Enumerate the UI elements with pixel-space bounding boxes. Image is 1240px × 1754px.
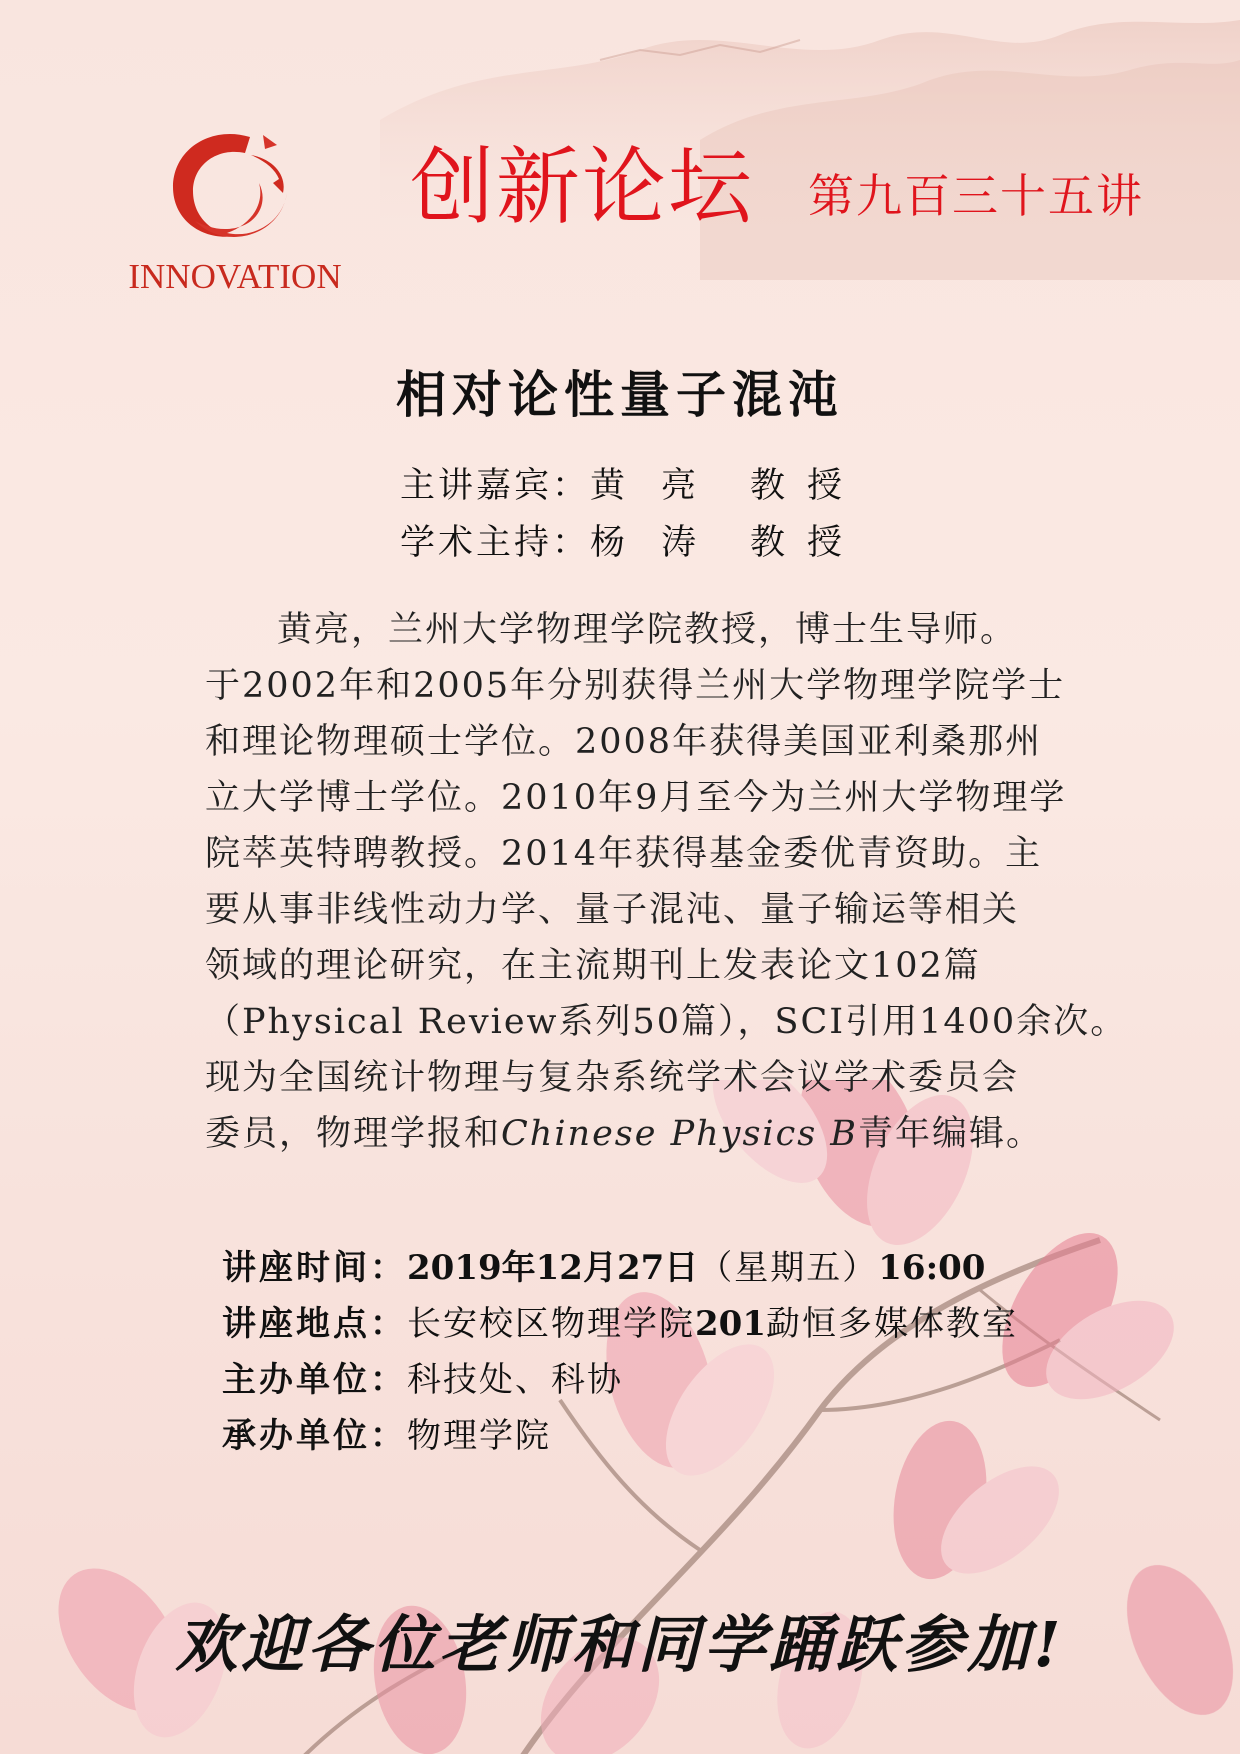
place-label: 讲座地点： xyxy=(222,1304,407,1344)
bio-line: （Physical Review系列50篇），SCI引用1400余次。 xyxy=(205,1002,1128,1042)
bio-line: 于2002年和2005年分别获得兰州大学物理学院学士 xyxy=(205,666,1066,706)
bio-line: 立大学博士学位。2010年9月至今为兰州大学物理学 xyxy=(205,778,1067,818)
lecture-time-row xyxy=(222,1240,1018,1296)
organizer-label: 承办单位： xyxy=(222,1416,407,1456)
time-weekday: （星期五） xyxy=(698,1248,879,1288)
speaker-title: 教授 xyxy=(750,466,865,506)
time-clock: 16:00 xyxy=(878,1248,986,1288)
bio-line: 要从事非线性动力学、量子混沌、量子输运等相关 xyxy=(205,890,1020,930)
host-name: 杨涛 xyxy=(590,523,733,563)
organizer-value: 物理学院 xyxy=(407,1416,551,1456)
time-date: 2019年12月27日 xyxy=(407,1248,699,1288)
journal-name: Chinese Physics B xyxy=(501,1114,859,1154)
place-hall: 勐恒多媒体教室 xyxy=(765,1304,1018,1344)
speaker-name: 黄亮 xyxy=(590,466,733,506)
place-room: 201 xyxy=(695,1304,766,1344)
place-building: 长安校区物理学院 xyxy=(407,1304,695,1344)
talk-title: 相对论性量子混沌 xyxy=(396,365,844,424)
speaker-row xyxy=(400,458,864,515)
host-title: 教授 xyxy=(750,523,865,563)
host-unit-row xyxy=(222,1352,1018,1408)
host-row xyxy=(400,515,864,572)
forum-title: 创新论坛 xyxy=(410,138,755,236)
welcome-message: 欢迎各位老师和同学踊跃参加! xyxy=(175,1608,1065,1681)
lecture-info xyxy=(222,1240,1018,1464)
innovation-logo xyxy=(120,125,350,300)
bio-line: 院萃英特聘教授。2014年获得基金委优青资助。主 xyxy=(205,834,1043,874)
bio-text: 委员，物理学报和 xyxy=(205,1114,502,1154)
speaker-biography xyxy=(205,602,1128,1162)
host-unit-label: 主办单位： xyxy=(222,1360,407,1400)
logo-text: INNOVATION xyxy=(128,257,342,296)
organizer-row xyxy=(222,1408,1018,1464)
bio-line-last xyxy=(205,1106,1045,1162)
host-label: 学术主持： xyxy=(400,523,591,563)
time-label: 讲座时间： xyxy=(222,1248,407,1288)
bio-line: 黄亮，兰州大学物理学院教授，博士生导师。 xyxy=(277,610,1018,650)
lecture-number: 第九百三十五讲 xyxy=(808,169,1144,223)
bio-line: 领域的理论研究，在主流期刊上发表论文102篇 xyxy=(205,946,981,986)
swirl-logo-icon xyxy=(155,125,305,255)
lecture-place-row xyxy=(222,1296,1018,1352)
speaker-label: 主讲嘉宾： xyxy=(400,466,591,506)
host-unit-value: 科技处、科协 xyxy=(407,1360,623,1400)
bio-text: 青年编辑。 xyxy=(858,1114,1044,1154)
people-list xyxy=(400,458,864,572)
bio-line: 现为全国统计物理与复杂系统学术会议学术委员会 xyxy=(205,1058,1020,1098)
bio-line: 和理论物理硕士学位。2008年获得美国亚利桑那州 xyxy=(205,722,1043,762)
